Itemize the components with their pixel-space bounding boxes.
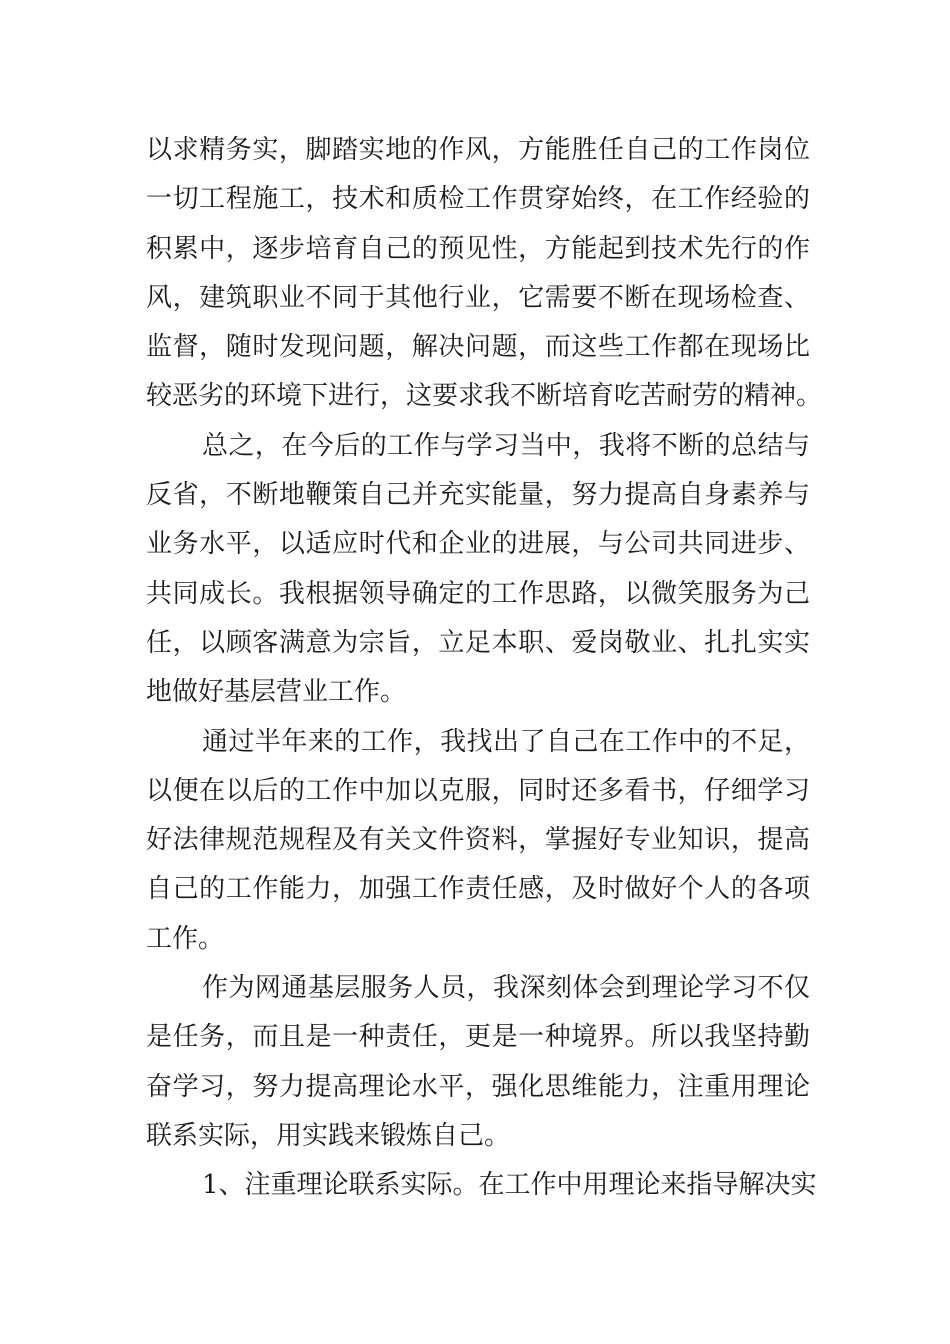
text-line: 监督，随时发现问题，解决问题，而这些工作都在现场比 bbox=[146, 332, 810, 363]
text-line: 通过半年来的工作，我找出了自己在工作中的不足， bbox=[202, 726, 810, 757]
text-line: 一切工程施工，技术和质检工作贯穿始终，在工作经验的 bbox=[146, 184, 810, 215]
text-line: 积累中，逐步培育自己的预见性，方能起到技术先行的作 bbox=[146, 233, 810, 264]
text-line: 以求精务实，脚踏实地的作风，方能胜任自己的工作岗位 bbox=[146, 135, 810, 165]
text-line: 以便在以后的工作中加以克服，同时还多看书，仔细学习 bbox=[146, 775, 810, 806]
document-body bbox=[146, 126, 823, 1211]
text-line: 总之，在今后的工作与学习当中，我将不断的总结与 bbox=[202, 430, 810, 461]
text-line: 业务水平，以适应时代和企业的进展，与公司共同进步、 bbox=[146, 529, 810, 560]
text-line: 较恶劣的环境下进行，这要求我不断培育吃苦耐劳的精神。 bbox=[146, 381, 823, 412]
text-line: 奋学习，努力提高理论水平，强化思维能力，注重用理论 bbox=[146, 1071, 810, 1102]
text-line: 作为网通基层服务人员，我深刻体会到理论学习不仅 bbox=[202, 973, 810, 1004]
text-line: 工作。 bbox=[146, 923, 225, 954]
paragraph-2 bbox=[146, 422, 810, 718]
text-line: 地做好基层营业工作。 bbox=[146, 677, 407, 708]
text-line: 1、注重理论联系实际。在工作中用理论来指导解决实 bbox=[202, 1170, 817, 1201]
paragraph-5 bbox=[146, 1161, 817, 1210]
text-line: 风，建筑职业不同于其他行业，它需要不断在现场检查、 bbox=[146, 282, 810, 313]
text-line: 联系实际，用实践来锻炼自己。 bbox=[146, 1120, 511, 1151]
paragraph-3 bbox=[146, 718, 810, 964]
text-line: 是任务，而且是一种责任，更是一种境界。所以我坚持勤 bbox=[146, 1022, 810, 1053]
paragraph-1 bbox=[146, 126, 823, 422]
paragraph-4 bbox=[146, 964, 810, 1161]
text-line: 自己的工作能力，加强工作责任感，及时做好个人的各项 bbox=[146, 874, 810, 905]
text-line: 共同成长。我根据领导确定的工作思路，以微笑服务为己 bbox=[146, 578, 810, 609]
text-line: 反省，不断地鞭策自己并充实能量，努力提高自身素养与 bbox=[146, 480, 810, 511]
text-line: 好法律规范规程及有关文件资料，掌握好专业知识，提高 bbox=[146, 825, 810, 856]
text-line: 任，以顾客满意为宗旨，立足本职、爱岗敬业、扎扎实实 bbox=[146, 627, 810, 658]
